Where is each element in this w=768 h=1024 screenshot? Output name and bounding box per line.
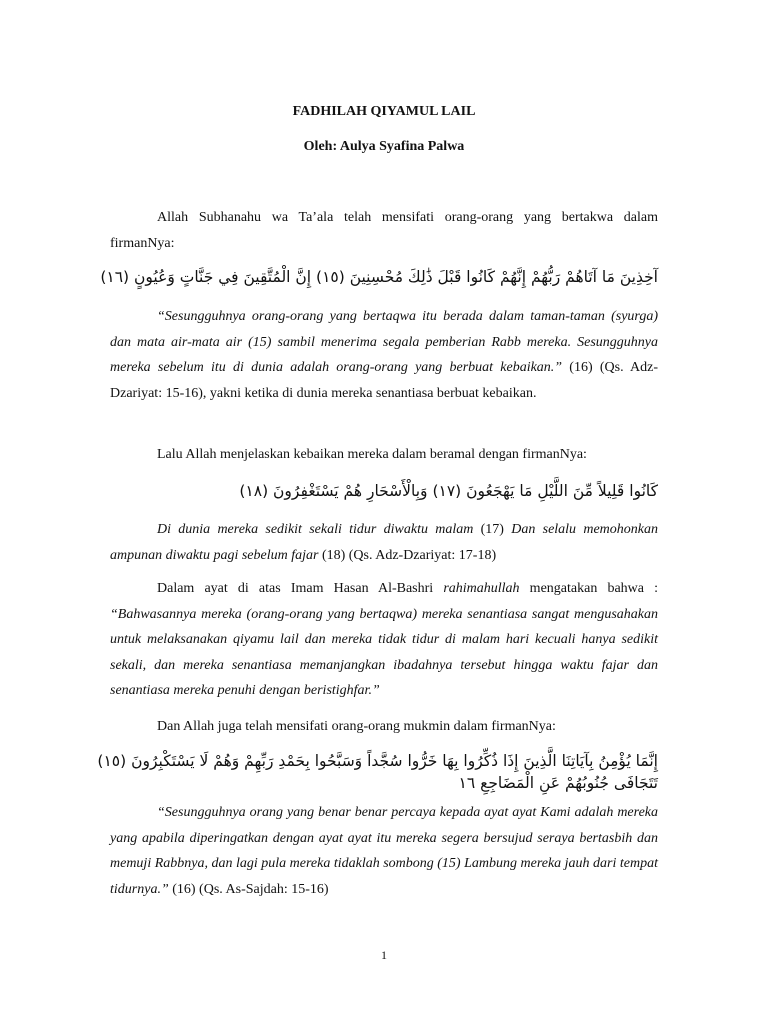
p5-lead: Dalam ayat di atas Imam Hasan Al-Bashri: [157, 581, 444, 596]
p5-mid: mengatakan bahwa :: [519, 581, 659, 596]
paragraph-6: Dan Allah juga telah mensifati orang-orang mukmin dalam firmanNya:: [157, 719, 556, 734]
translation-quote-3: “Sesungguhnya orang yang benar benar percaya kepada ayat ayat Kami adalah mereka yang apabila diperingatkan dengan ayat ayat itu mereka segera bersujud seraya bertasbih dan memuji Rabbnya, dan lagi pula mereka tidaklah sombong (15) Lambung mereka jauh dari tempat tidurnya.”: [110, 805, 659, 897]
paragraph-7: [110, 800, 658, 902]
paragraph-4: [110, 517, 658, 568]
arabic-verse-1: آخِذِينَ مَا آتَاهُمْ رَبُّهُمْ إِنَّهُمْ كَانُوا قَبْلَ ذَٰلِكَ مُحْسِنِينَ (١٥) إِنَّ الْمُتَّقِينَ فِي جَنَّاتٍ وَعُيُونٍ (١٦): [100, 268, 658, 286]
reference-3: (16) (Qs. As-Sajdah: 15-16): [168, 881, 329, 897]
reference-2: (18) (Qs. Adz-Dzariyat: 17-18): [318, 547, 497, 563]
reference-1: (16) (Qs. Adz-Dzariyat: 15-16), yakni ketika di dunia mereka senantiasa berbuat kebaikan.: [110, 360, 658, 401]
verse-number-17: (17): [473, 522, 512, 537]
translation-quote-2a: Di dunia mereka sedikit sekali tidur diwaktu malam: [157, 522, 474, 537]
document-title: FADHILAH QIYAMUL LAIL: [292, 104, 476, 119]
paragraph-2: [110, 304, 658, 406]
arabic-verse-3a: إِنَّمَا يُؤْمِنُ بِآيَاتِنَا الَّذِينَ إِذَا ذُكِّرُوا بِهَا خَرُّوا سُجَّداً وَسَبَّحُوا بِحَمْدِ رَبِّهِمْ وَهُمْ لَا يَسْتَكْبِرُونَ (١٥): [97, 752, 658, 770]
hasan-bashri-quote: “Bahwasannya mereka (orang-orang yang bertaqwa) mereka senantiasa sangat mengusahakan untuk melaksanakan qiyamu lail dan mereka tidak tidur di malam hari kecuali hanya sedikit sekali, dan mereka senantiasa memanjangkan ibadahnya tersebut hingga waktu fajar dan senantiasa mereka penuhi dengan beristighfar.”: [110, 606, 658, 699]
rahimahullah-text: rahimahullah: [443, 581, 520, 596]
translation-quote-2b: Dan selalu memohonkan ampunan diwaktu pagi sebelum fajar: [110, 522, 658, 563]
arabic-verse-2: كَانُوا قَلِيلاً مِّنَ اللَّيْلِ مَا يَهْجَعُونَ (١٧) وَبِالْأَسْحَارِ هُمْ يَسْتَغْفِرُونَ (١٨): [239, 482, 658, 500]
arabic-verse-3b: تَتَجَافَى جُنُوبُهُمْ عَنِ الْمَضَاجِعِ ١٦: [458, 774, 658, 792]
paragraph-5: [110, 576, 658, 704]
page-number: 1: [381, 948, 387, 962]
paragraph-3: Lalu Allah menjelaskan kebaikan mereka dalam beramal dengan firmanNya:: [157, 447, 587, 462]
translation-quote-1: “Sesungguhnya orang-orang yang bertaqwa itu berada dalam taman-taman (syurga) dan mata air-mata air (15) sambil menerima segala pemberian Rabb mereka. Sesungguhnya mereka sebelum itu di dunia adalah orang-orang yang berbuat kebaikan.”: [110, 309, 658, 376]
paragraph-1: Allah Subhanahu wa Ta’ala telah mensifati orang-orang yang bertakwa dalam firmanNya:: [110, 210, 658, 251]
author-line: Oleh: Aulya Syafina Palwa: [303, 139, 465, 154]
